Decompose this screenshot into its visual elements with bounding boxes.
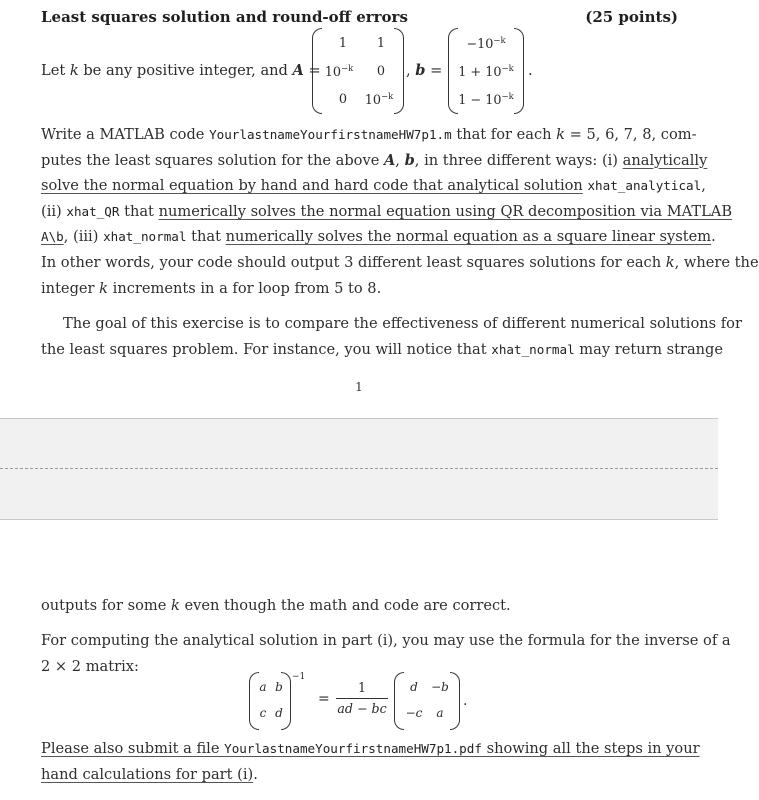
definition-end: . (528, 62, 533, 79)
paragraph-submit: Please also submit a file YourlastnameYourfirstnameHW7p1.pdf showing all the steps in your hand calculations for part (i). (41, 740, 700, 783)
definition-text: Let k be any positive integer, and A = (41, 62, 321, 79)
formula-lhs-matrix: a b c d (249, 672, 291, 730)
page-2 (0, 520, 731, 800)
vector-b: $-10^{-k}$ $1 + 10^{-k}$ $1 - 10^{-k}$ (448, 28, 524, 114)
page-number: 1 (355, 380, 363, 394)
paragraph-continuation: outputs for some k even though the math and code are correct. (41, 597, 511, 614)
formula-equals: = (318, 691, 330, 707)
paragraph-instructions: Write a MATLAB code YourlastnameYourfirstnameHW7p1.m that for each k = 5, 6, 7, 8, com- putes the least squares solution for the above A, b, in three different ways: (i) analytically solve the normal equation by hand and hard code that analytical solution xhat_analytical, (ii) xhat_QR that numerically solves the normal equation using QR decomposition via MATLAB A\b, (iii) xhat_normal that numerically solves the normal equation as a square linear system. In other words, your code should output 3 different least squares solutions for each k, where the integer k increments in a for loop from 5 to 8. (41, 126, 759, 297)
formula-rhs-matrix: d −b −c a (394, 672, 460, 730)
fraction-numerator: 1 (357, 680, 366, 695)
problem-title: Least squares solution and round-off errors (41, 8, 408, 26)
paragraph-formula-intro: For computing the analytical solution in part (i), you may use the formula for the inverse of a 2 × 2 matrix: (41, 632, 731, 675)
b-label: , b = (406, 62, 443, 79)
fraction-bar (336, 698, 388, 699)
page-separator (0, 418, 718, 520)
problem-points: (25 points) (585, 8, 678, 26)
fraction-denominator: ad − bc (337, 701, 387, 716)
inverse-exponent: −1 (292, 672, 306, 682)
matrix-a: 1 1 $10^{-k}$ 0 0 $10^{-k}$ (312, 28, 404, 114)
paragraph-goal: The goal of this exercise is to compare the effectiveness of different numerical solutions for the least squares problem. For instance, you will notice that xhat_normal may return strange (41, 315, 742, 358)
formula-period: . (463, 693, 468, 709)
